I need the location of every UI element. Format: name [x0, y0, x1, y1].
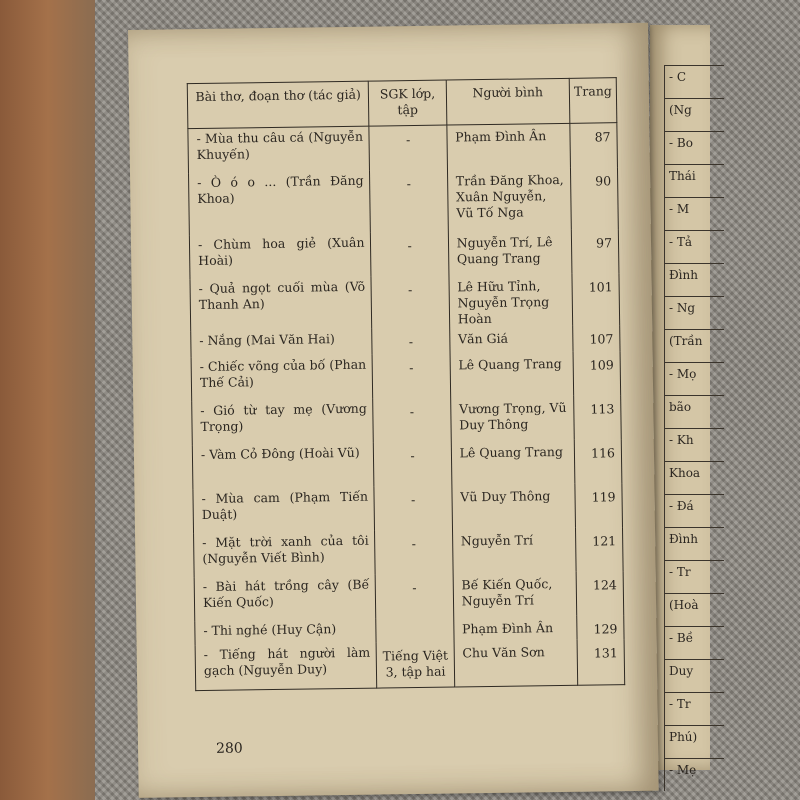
table-row [192, 439, 622, 489]
sgk-cell: - [375, 529, 453, 574]
critic-cell: Nguyễn Trí [452, 527, 576, 573]
right-page-fragment: Đình [665, 528, 725, 561]
sgk-cell: - [369, 125, 447, 170]
poem-cell: - Chùm hoa giẻ (Xuân Hoài) [189, 232, 371, 279]
sgk-cell: Tiếng Việt 3, tập hai [377, 641, 455, 688]
poem-cell: - Mùa thu câu cá (Nguyễn Khuyến) [188, 126, 370, 173]
critic-cell: Chu Văn Sơn [454, 639, 578, 687]
critic-cell: Phạm Đình Ân [453, 615, 577, 641]
page-cell: 90 [570, 167, 618, 230]
table-row [193, 483, 623, 533]
right-page-fragment: Phú) [665, 726, 725, 759]
poem-table [187, 77, 625, 691]
table-row [190, 273, 620, 331]
poem-cell: - Quả ngọt cuối mùa (Võ Thanh An) [190, 276, 372, 331]
table-header-row [187, 78, 617, 129]
critic-cell: Vũ Duy Thông [452, 483, 576, 529]
poem-cell: - Thi nghé (Huy Cận) [195, 618, 377, 645]
page-cell: 124 [576, 571, 624, 616]
right-page-fragment: Đình [665, 264, 725, 297]
header-poem: Bài thơ, đoạn thơ (tác giả) [187, 81, 369, 129]
table-row [189, 229, 619, 279]
poem-cell: - Chiếc võng của bố (Phan Thế Cải) [191, 354, 373, 401]
sgk-cell [376, 617, 454, 642]
critic-cell: Trần Đăng Khoa, Xuân Nguyễn, Vũ Tố Nga [447, 167, 571, 231]
right-page-fragment: - Tr [665, 561, 725, 594]
right-page-fragment: - Đá [665, 495, 725, 528]
right-page-fragment: (Trần [665, 330, 725, 363]
poem-cell: - Vàm Cỏ Đông (Hoài Vũ) [192, 442, 374, 489]
critic-cell: Lê Hữu Tỉnh, Nguyễn Trọng Hoàn [449, 273, 573, 327]
sgk-cell: - [376, 573, 454, 618]
page-cell: 87 [570, 123, 618, 168]
page-cell: 121 [576, 527, 624, 572]
sgk-cell: - [374, 485, 452, 530]
header-critic: Người bình [446, 78, 570, 125]
table-row [194, 527, 624, 577]
page-cell: 131 [577, 639, 625, 686]
critic-cell: Phạm Đình Ân [447, 123, 571, 169]
critic-cell: Vương Trọng, Vũ Duy Thông [450, 395, 574, 441]
critic-cell: Lê Quang Trang [450, 351, 574, 397]
poem-cell: - Ò ó o ... (Trần Đăng Khoa) [188, 170, 370, 235]
header-page: Trang [569, 78, 617, 124]
page-cell: 129 [577, 615, 624, 640]
right-page-fragment: Thái [665, 165, 725, 198]
critic-cell: Nguyễn Trí, Lê Quang Trang [448, 229, 572, 275]
right-page-fragment: - Mẹ [665, 759, 725, 792]
table-row [191, 351, 621, 401]
sgk-cell: - [373, 397, 451, 442]
page-cell: 119 [575, 483, 623, 528]
page-cell: 107 [573, 325, 620, 352]
right-page-fragment: (Ng [665, 99, 725, 132]
critic-cell: Văn Giá [449, 325, 573, 353]
page-cell: 116 [574, 439, 622, 484]
sgk-cell: - [371, 231, 449, 276]
right-page-fragment: - Ng [665, 297, 725, 330]
right-page-fragment: (Hoà [665, 594, 725, 627]
right-page-fragment: - Tr [665, 693, 725, 726]
right-page-fragment: Duy [665, 660, 725, 693]
right-page-fragment: - Tả [665, 231, 725, 264]
sgk-cell: - [372, 327, 450, 354]
poem-cell: - Mùa cam (Phạm Tiến Duật) [193, 486, 375, 533]
table-row [188, 167, 618, 235]
poem-cell: - Gió từ tay mẹ (Vương Trọng) [192, 398, 374, 445]
right-page-fragment: - Kh [665, 429, 725, 462]
sgk-cell: - [374, 441, 452, 486]
right-page [650, 25, 710, 777]
critic-cell: Lê Quang Trang [451, 439, 575, 485]
right-page-fragment: - Bo [665, 132, 725, 165]
page-number: 280 [215, 740, 243, 757]
book-page [128, 23, 659, 798]
sgk-cell: - [371, 275, 449, 328]
right-page-fragment: Khoa [665, 462, 725, 495]
poem-cell: - Mặt trời xanh của tôi (Nguyễn Viết Bình) [194, 530, 376, 577]
table-row [194, 571, 624, 621]
right-page-fragment: - M [665, 198, 725, 231]
page-cell: 101 [572, 273, 620, 326]
right-page-fragment: - Mọ [665, 363, 725, 396]
right-page-table [664, 65, 724, 791]
table-row [192, 395, 622, 445]
table-row [195, 639, 625, 691]
page-cell: 113 [574, 395, 622, 440]
right-page-fragment: - Bề [665, 627, 725, 660]
page-cell: 97 [571, 229, 619, 274]
critic-cell: Bế Kiến Quốc, Nguyễn Trí [453, 571, 577, 617]
poem-cell: - Nắng (Mai Văn Hai) [191, 328, 373, 357]
right-page-fragment: - C [665, 66, 725, 99]
poem-cell: - Tiếng hát người làm gạch (Nguyễn Duy) [195, 642, 377, 691]
right-page-fragment: bão [665, 396, 725, 429]
poem-cell: - Bài hát trồng cây (Bế Kiến Quốc) [194, 574, 376, 621]
page-cell: 109 [573, 351, 621, 396]
table-row [188, 123, 618, 173]
sgk-cell: - [370, 169, 448, 232]
sgk-cell: - [373, 353, 451, 398]
header-sgk: SGK lớp, tập [369, 80, 447, 126]
